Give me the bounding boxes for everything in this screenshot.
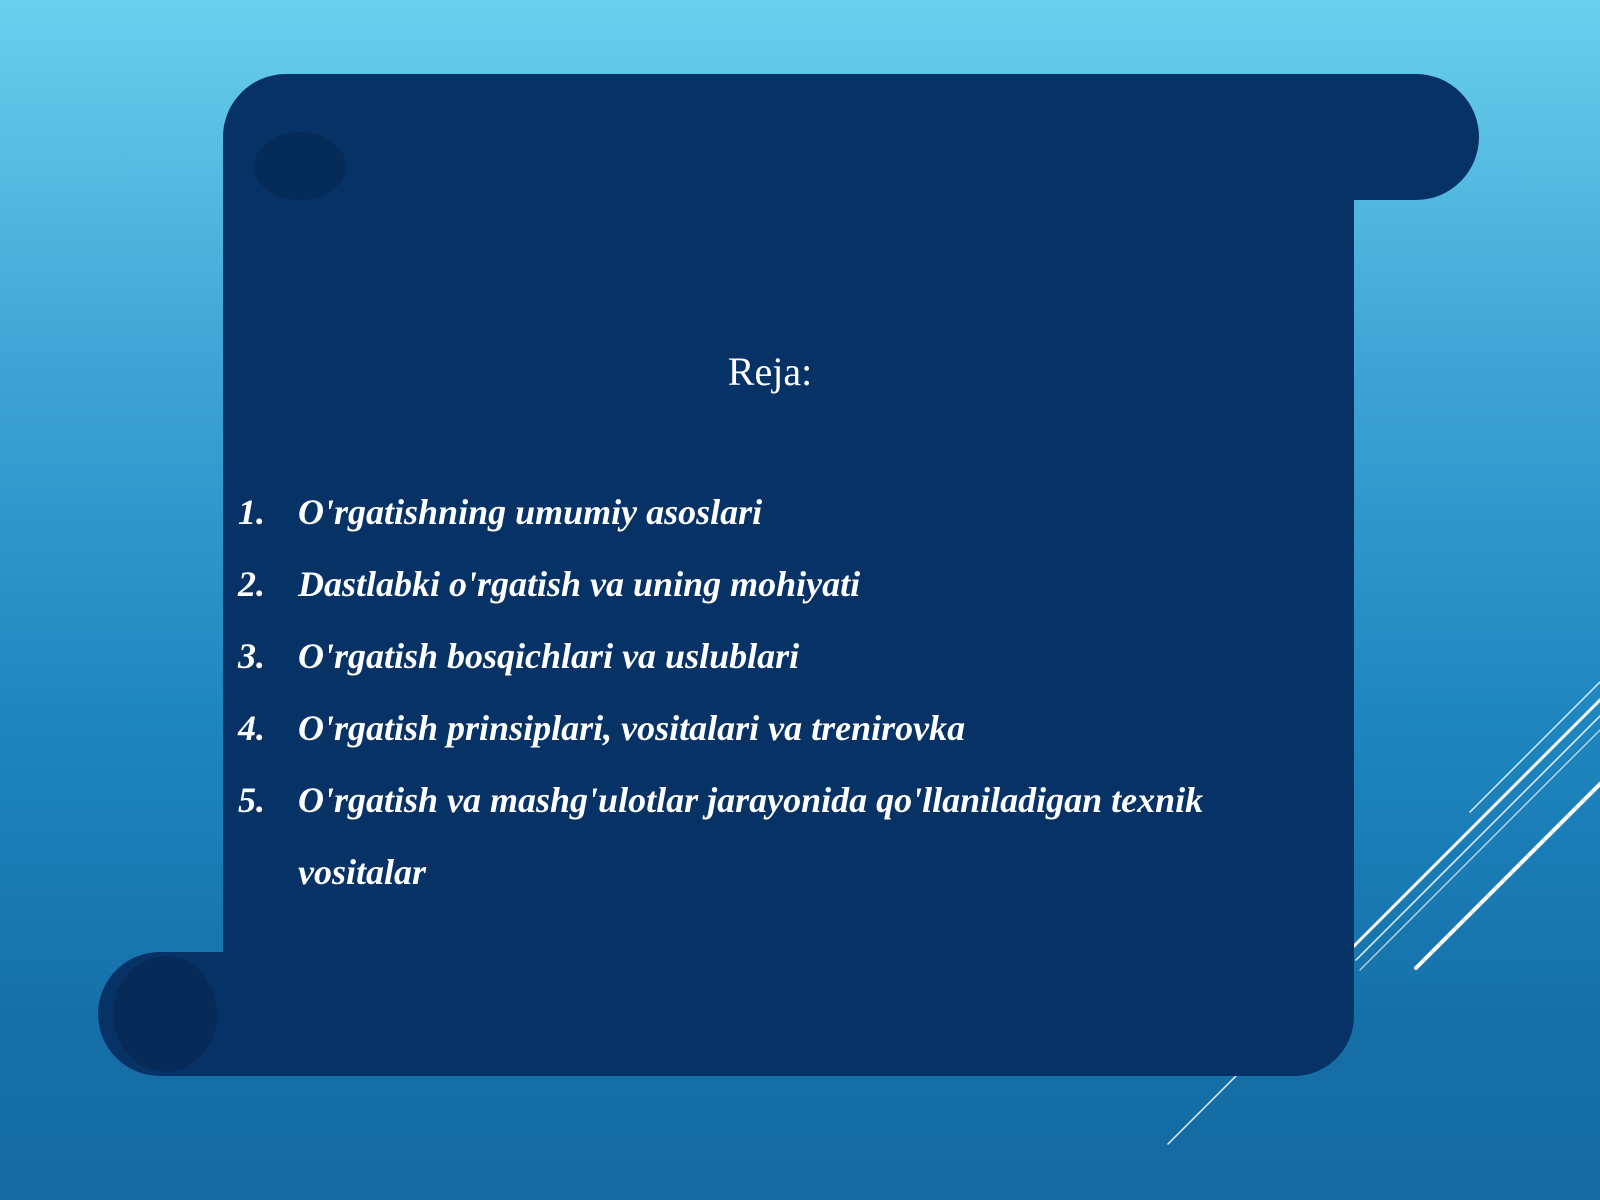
list-item bbox=[232, 548, 1232, 620]
list-item-number: 3. bbox=[238, 636, 265, 676]
list-item bbox=[232, 476, 1232, 548]
list-item-text: O'rgatish va mashg'ulotlar jarayonida qo'llaniladigan texnik vositalar bbox=[298, 780, 1204, 892]
list-item-text: O'rgatish bosqichlari va uslublari bbox=[298, 636, 800, 676]
list-item-number: 5. bbox=[238, 780, 265, 820]
list-item bbox=[232, 764, 1232, 908]
list-item-text: O'rgatish prinsiplari, vositalari va trenirovka bbox=[298, 708, 966, 748]
list-item-number: 4. bbox=[238, 708, 265, 748]
scroll-curl-bottom bbox=[113, 956, 217, 1072]
list-item-text: O'rgatishning umumiy asoslari bbox=[298, 492, 763, 532]
list-item bbox=[232, 620, 1232, 692]
list-item-number: 1. bbox=[238, 492, 265, 532]
scroll-curl-top bbox=[254, 132, 346, 200]
list-item-number: 2. bbox=[238, 564, 265, 604]
plan-list bbox=[232, 476, 1232, 908]
list-item bbox=[232, 692, 1232, 764]
list-item-text: Dastlabki o'rgatish va uning mohiyati bbox=[298, 564, 861, 604]
slide-title: Reja: bbox=[727, 349, 813, 394]
